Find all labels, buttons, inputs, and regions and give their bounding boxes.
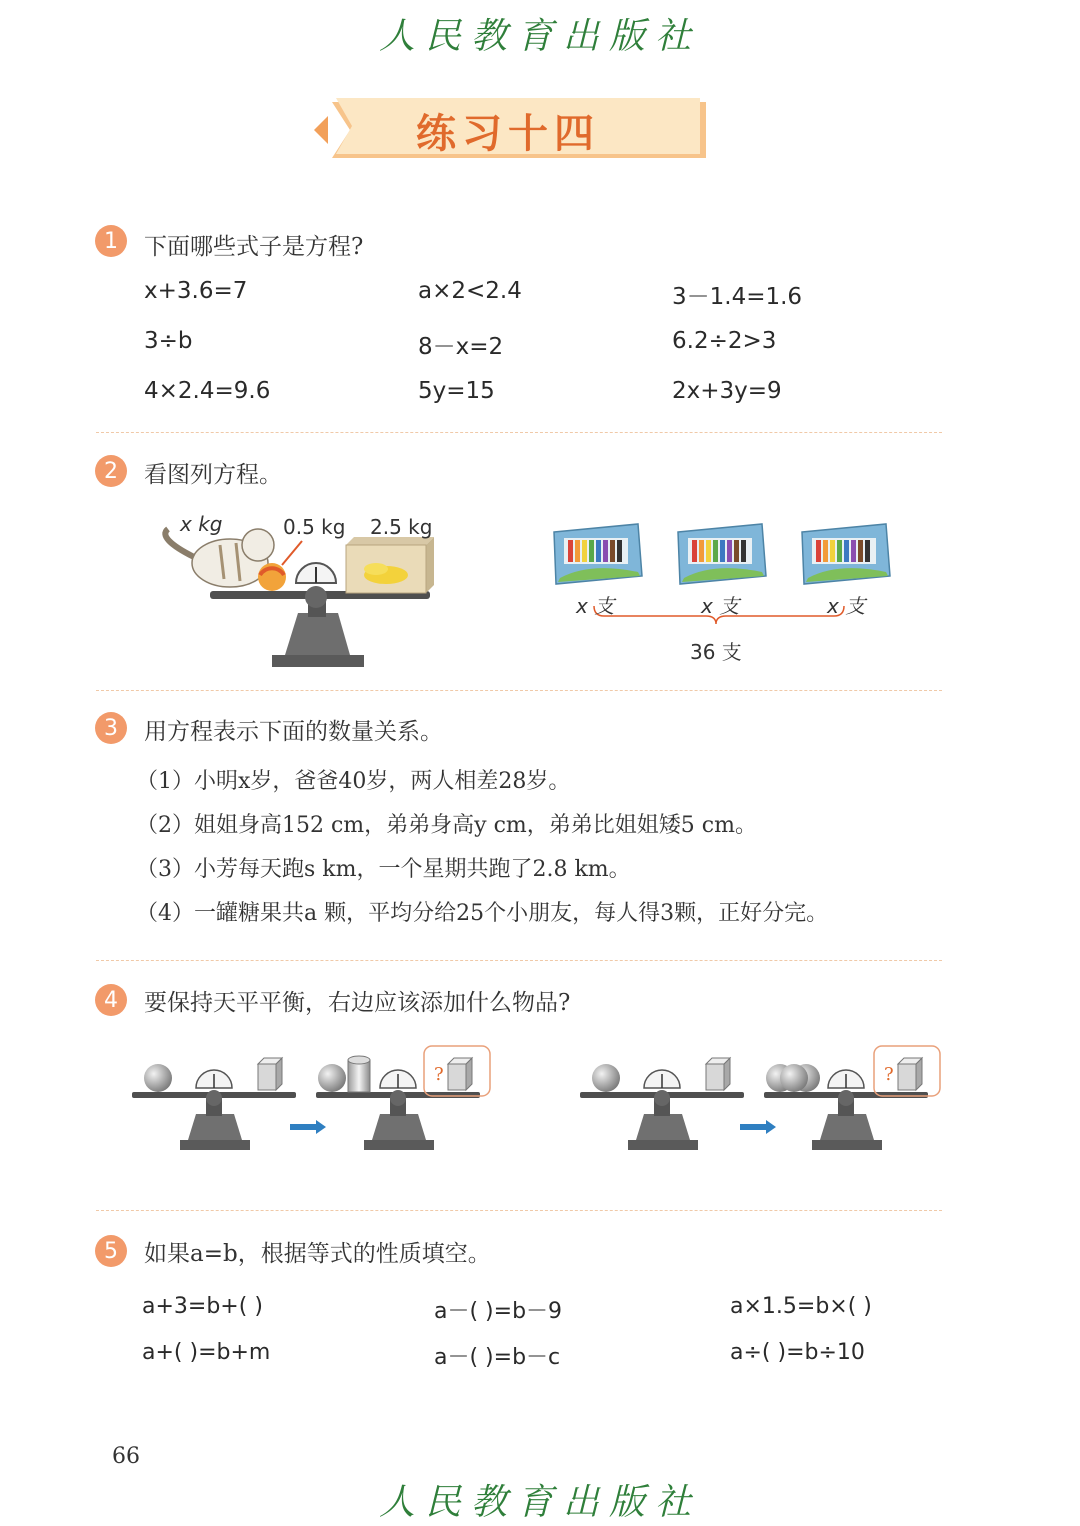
question-3-item: （3）小芳每天跑s km，一个星期共跑了2.8 km。 (136, 857, 631, 882)
question-3-item: （4）一罐糖果共a 颗，平均分给25个小朋友，每人得3颗，正好分完。 (136, 901, 829, 926)
fill-blank-expression: a+( )=b+m (142, 1340, 271, 1365)
question-mark: ? (434, 1064, 444, 1085)
question-5-badge: 5 (95, 1235, 127, 1267)
divider (96, 432, 942, 433)
question-4-prompt: 要保持天平平衡，右边应该添加什么物品? (144, 990, 571, 1016)
fill-blank-expression: a×1.5=b×( ) (730, 1294, 872, 1319)
publisher-footer: 人民教育出版社 (378, 1482, 701, 1523)
cat-weight-label: x kg (180, 512, 223, 536)
question-2-prompt: 看图列方程。 (144, 462, 282, 488)
pencil-label: x 支 (576, 594, 615, 618)
ball-weight-label: 0.5 kg (283, 515, 346, 539)
question-1-badge: 1 (95, 225, 127, 257)
divider (96, 960, 942, 961)
expression: 8－x=2 (418, 334, 504, 360)
question-mark: ? (884, 1064, 894, 1085)
divider (96, 1210, 942, 1211)
publisher-header: 人民教育出版社 (378, 16, 701, 57)
question-5-prompt: 如果a=b，根据等式的性质填空。 (144, 1241, 491, 1267)
fill-blank-expression: a+3=b+( ) (142, 1294, 263, 1319)
fill-blank-expression: a－( )=b－c (434, 1345, 561, 1370)
question-3-item: （2）姐姐身高152 cm，弟弟身高y cm，弟弟比姐姐矮5 cm。 (136, 813, 757, 838)
pencil-label: x 支 (701, 594, 740, 618)
question-1-prompt: 下面哪些式子是方程? (144, 234, 364, 260)
expression: 3－1.4=1.6 (672, 284, 803, 310)
question-2-badge: 2 (95, 455, 127, 487)
question-3-item: （1）小明x岁，爸爸40岁，两人相差28岁。 (136, 769, 571, 794)
expression: 4×2.4=9.6 (144, 378, 271, 404)
balance-scales-illustration (128, 1040, 948, 1160)
expression: 2x+3y=9 (672, 378, 782, 404)
expression: 5y=15 (418, 378, 495, 404)
expression: 6.2÷2>3 (672, 328, 777, 354)
page-title: 练习十四 (416, 110, 600, 157)
expression: 3÷b (144, 328, 193, 354)
box-weight-label: 2.5 kg (370, 515, 433, 539)
question-3-prompt: 用方程表示下面的数量关系。 (144, 719, 443, 745)
pencil-label: x 支 (827, 594, 866, 618)
question-4-badge: 4 (95, 984, 127, 1016)
fill-blank-expression: a－( )=b－9 (434, 1299, 563, 1324)
fill-blank-expression: a÷( )=b÷10 (730, 1340, 865, 1365)
pencil-total-label: 36 支 (690, 640, 742, 664)
question-3-badge: 3 (95, 712, 127, 744)
divider (96, 690, 942, 691)
expression: a×2<2.4 (418, 278, 522, 304)
expression: x+3.6=7 (144, 278, 248, 304)
title-banner (306, 96, 710, 164)
page-number: 66 (112, 1444, 140, 1469)
